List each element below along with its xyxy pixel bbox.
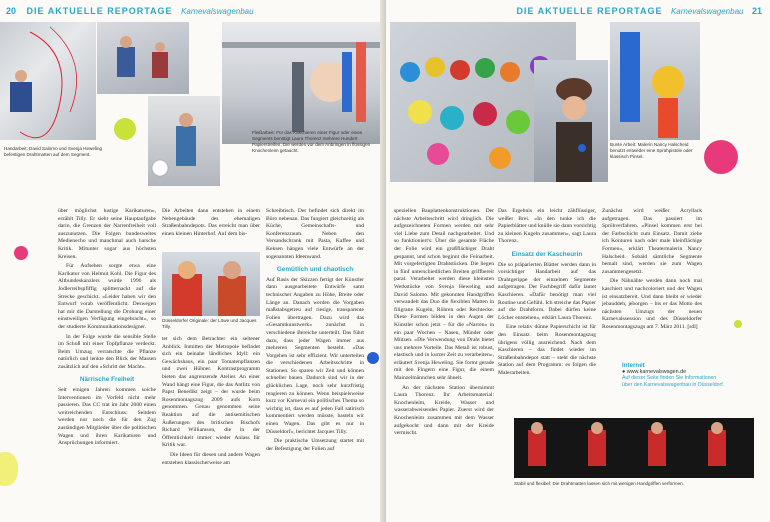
yellow-paint-splash [0, 452, 18, 486]
paragraph: speziellen Bauplattenkonstruktionen. Der nächste Arbeitsschritt wird dringlich. Die aufgezeichneten Formen werden mit sehr viel Liebe zum Detail nachgearbeitet. Und so funktioniert's: Über die gesamte Fläche der Folie wird ein großflächiger Draht gespannt, und schon beginnt die Feinarbeit. Mit vorgefertigten Drahtstücken. Die liegen in fünf unterschiedlichen Breiten griffbereit parat. Verarbeitet werden diese kleinsten Werkstücke von Svenja Heweling und David Salomo. Mit gekonnten Handgriffen verwandelt das Duo die flexiblen Matten in filigrane Kugeln, Röhren oder Rechtecke. Diese Formen bilden in den Augen der Künstler schon jetzt – für die »Narren« in ein paar Wochen – Nasen, Münder oder Mützen. »Die Verwendung von Draht bietet uns mehrere Vorteile. Das Metall ist robust, elastisch und in kurzer Zeit zu verarbeiten«, erläutert Svenja Heweling. Sie formt gerade mit den Fingern eine Figur, die einem Mainzelmännchen sehr ähnelt. [394, 208, 494, 382]
figure-painting-illustration [610, 22, 700, 140]
caption-bottom: Stabil und flexibel: Die Drahtmatten lassen sich mit wenigen Handgriffen verformen. [514, 481, 684, 486]
photo-workshop-detail [148, 96, 220, 186]
right-page [386, 0, 770, 522]
paragraph: Die Arbeiten dann entstehen in einem Nebengebäude des ehemaligen Straßenbahndepots. Das erreicht man über einen kleinen Hinterhof. Auf dem bis- [162, 208, 260, 237]
internet-box [622, 362, 762, 389]
subheading-narrische-freiheit: Närrische Freiheit [79, 376, 135, 384]
caption-inset: Düsseldorfer Originale: der Löwe und Jacques Tilly. [162, 318, 257, 329]
text-column-4 [394, 208, 494, 440]
globe-icon: ● [622, 369, 627, 375]
text-column-3 [266, 208, 364, 455]
page-number-right: 21 [751, 6, 762, 16]
header-right [508, 6, 762, 16]
text-column-2-continued [162, 336, 260, 469]
blue-paint-splash [367, 352, 379, 364]
paragraph: Zunächst wird weißer Acryllack aufgetragen. Das passiert im Sprühverfahren. »Pinsel kommen erst bei der Farbschicht zum Einsatz. Damit ziehe ich Konturen nach oder male kleinflächige Formen«, erklärt Theatermalerin Nancy Halscheid. Sobald sämtliche Segmente bemalt sind, werden sie zum Wagen zusammengesetzt. [602, 208, 702, 275]
paragraph: Für Aufsehen sorgte etwa eine Karikatur von Helmut Kohl. Die Figur des Altbundeskanzlers wurde 1996 als Jodlerreibspfiffig splitternackt auf die Strecke geschickt. »Leider haben wir den Entwurf vorab veröffentlicht. Deswegen hat mir die Darstellung die Drohung einer einstweiligen Verfügung eingebracht«, so der studierte Kommunikationsdesigner. [58, 263, 156, 330]
worker-with-hat-illustration [534, 60, 608, 182]
section-title-left: DIE AKTUELLE REPORTAGE [26, 6, 173, 16]
photo-wire-forming-sequence [514, 418, 754, 478]
section-subtitle-right: Karnevalswagenbau [670, 7, 744, 16]
photo-nancy-halscheid [610, 22, 700, 140]
left-page [0, 0, 384, 522]
atelier-illustration [222, 22, 380, 144]
internet-heading: Internet [622, 362, 645, 369]
lime-paint-splash-right [734, 320, 742, 328]
wire-forming-illustration [514, 418, 754, 478]
pink-paint-splash-right [704, 140, 738, 174]
text-column-2 [162, 208, 260, 240]
photo-wire-frame-work [0, 22, 96, 140]
blue-dot-splash [578, 144, 586, 152]
photo-workshop-team [97, 22, 189, 94]
wire-frame-illustration [0, 22, 96, 140]
paragraph: tet sich dem Betrachter ein seltener Anblick. Inmitten der Metropole befindet sich ein beinahe ländliches Idyll: ein Gewächshaus, ein paar Tomatenpflanzen und zwei Hühner. Kontrastprogramm bieten das angrenzende Atelier. An einer Wand hängt eine Figur, die das Antlitz von Papst Benedikt zeigt – der wurde beim Rosenmontagszug 2009 aufs Korn genommen. Genau genommen seine Reaktion auf die antisemitischen Äußerungen des britischen Bischofs Richard Williamson, die in der Öffentlichkeit immer wieder Anlass für Kritik war. [162, 336, 260, 449]
caption-middle: Fleißarbeit: Für das Kaschieren einer Figur oder eines Segments benötigt Laura Thorenz mehrere Hundert Papierstreifen. Die werden vor dem Anbringen in flüssigen Knochenleim getaucht. [252, 130, 371, 153]
paragraph: Die Nähnähte werden dann noch mal kaschiert und nachcoloriert und der Wagen ist einsatzbereit. Und dann bleibt er wieder jebauddeh, jeborgen – bis er das Motto des nächsten Umzugs der neuen Karnevalssession und des Düsseldorfer Rosenmontagszugs am 7. März 2011. [sdl] [602, 278, 702, 330]
paragraph: Auf Basis der Skizzen fertigt der Künstler dann ausgearbeitete Entwürfe samt technischer Angaben zu Höhe, Breite oder Länge an. Danach werden die Vorgaben maßstabsgetreu auf riesige, transparente Folien übertragen. Dazu wird das »Gesamtkunstwerk« zunächst in verschiedene Bereiche unterteilt. Das führt dazu, dass jeder Wagen immer aus mehreren Segmenten besteht. »Das Vorgehen ist sehr effizient. Wir unterteilen die verschiedenen Arbeitsschritte in Stationen. So sparen wir Zeit und können schneller bauen. Dadurch sind wir in der glücklichen Lage, noch sehr kurzfristig reagieren zu können. Wenn beispielsweise kurz vor Karneval ein politisches Thema so wichtig ist, dass es auf jeden Fall satirisch kommentiert werden müsste, basteln wir einen Wagen. Das gibt es nur in Düsseldorf«, berichtet Jacques Tilly. [266, 276, 364, 435]
photo-atelier-hall [222, 22, 380, 144]
paragraph: Schreibtisch. Der befindet sich direkt im Büro nebenan. Das fungiert gleichzeitig als Küche, Gemeinschafts- und Konferenzraum. Neben den Versandschrank mit Pasta, Kaffee und Keksen hängen viele Entwürfe an der sogenannten Ideenwand. [266, 208, 364, 260]
paragraph: In der Folge wurde die sensible Stelle im Schoß mit einer Topfpflanze verdeckt. Beim Umzug verratschte die Pflanze natürlich und lenkte den Blick der Massen zusätzlich auf den »Schritt der Macht«. [58, 333, 156, 370]
paragraph: über möglichst lustige Karikaturen«, erzählt Tilly. Er sieht seine Hauptaufgabe darin, die Grenzen der Narrenfreiheit voll auszunutzen. Die Folgen bundesweites Medienecho und manchmal auch harsche Kritik. Mitunter sogar aus höchsten Kreisen. [58, 208, 156, 260]
paragraph: Das Ergebnis ein leicht zähflüssiger, weißer Brei. »In den tunke ich die Papierblätter und knülle sie dann vorsichtig zu kleinen Kugeln zusammen«, sagt Laura Thorenz. [498, 208, 596, 245]
caption-right-top: Bunte Arbeit: Malerin Nancy Halscheid benutzt entweder eine Sprühpistole oder klassisch Pinsel. [610, 142, 693, 159]
subheading-gemuetlich: Gemütlich und chaotisch [276, 266, 354, 274]
internet-blurb-1: Auf dieser Seite finden Sie Informationen [622, 375, 717, 381]
photo-lion-and-tilly [162, 252, 260, 316]
page-number-left: 20 [6, 6, 17, 16]
paragraph: Die Ideen für diesen und andere Wagen entstehen klassischerweise am [162, 451, 260, 466]
paragraph: Die praktische Umsetzung startet mit der Befestigung der Folien auf [266, 438, 364, 452]
paragraph: Die so präparierten Blätter werden dann in vorsichtiger Handarbeit auf das Drahtgerippe der einzelnen Segmente aufgetragen. Der Fachbegriff dafür lautet Kaschieren. »Dafür benötigt man viel Routine und Gefühl. Ich streiche das Papier auf die Drahtform. Dabei dürfen keine Löcher entstehen«, erklärt Laura Thorenz. [498, 261, 596, 321]
workers-illustration [97, 22, 189, 94]
text-column-5 [498, 208, 596, 379]
subheading-kascheurin: Einsatz der Kascheurin [511, 250, 583, 258]
photo-laura-thorenz [534, 60, 608, 182]
paragraph: Seit einigen Jahren kommen solche Interventionen im Vorfeld nicht mehr passieren. Das CC trat im Jahr 2000 einen weitreichenden Entschluss: Seitdem werden nur noch die für den Zug zuständigen Mitglieder über die politischen Wagen und ihren Karikaturen und Ansprüchungen informiert. [58, 387, 156, 447]
header-left [6, 6, 254, 16]
internet-blurb-2: über den Karnevalswagenbau in Düsseldorf. [622, 382, 725, 388]
internet-url-text[interactable]: www.karnevalswagen.de [626, 369, 687, 375]
caption-left-top: Handarbeit: David Salomo und Svenja Heweling befestigen Drahtmatten auf dem Segment. [4, 146, 103, 157]
section-title-right: DIE AKTUELLE REPORTAGE [516, 6, 663, 16]
paragraph: An der nächsten Station übernimmt Laura Thorenz. Ihr Arbeitsmaterial: Knochenleim, Kreide, Wasser und wasserabweisendes Papier. Zuerst wird der Knochenleim zusammen mit dem Wasser aufgekocht und dann mit der Kreide vermischt. [394, 384, 494, 437]
paragraph: Eine relativ dünne Papierschicht ist für den Einsatz beim Rosenmontagszug übrigens völlig ausreichend. Nach dem Kaschieren – das findet wieder im Straßenbahndepot statt – steht die nächste Station auf dem Programm: es folgen die Malerarbeiten. [498, 324, 596, 376]
section-subtitle-left: Karnevalswagenbau [181, 7, 254, 16]
lion-figure-illustration [162, 252, 260, 316]
text-column-1 [58, 208, 156, 450]
worker-detail-illustration [148, 96, 220, 186]
pink-paint-splash-left [14, 246, 28, 260]
lime-paint-splash [114, 118, 136, 140]
text-column-6 [602, 208, 702, 334]
